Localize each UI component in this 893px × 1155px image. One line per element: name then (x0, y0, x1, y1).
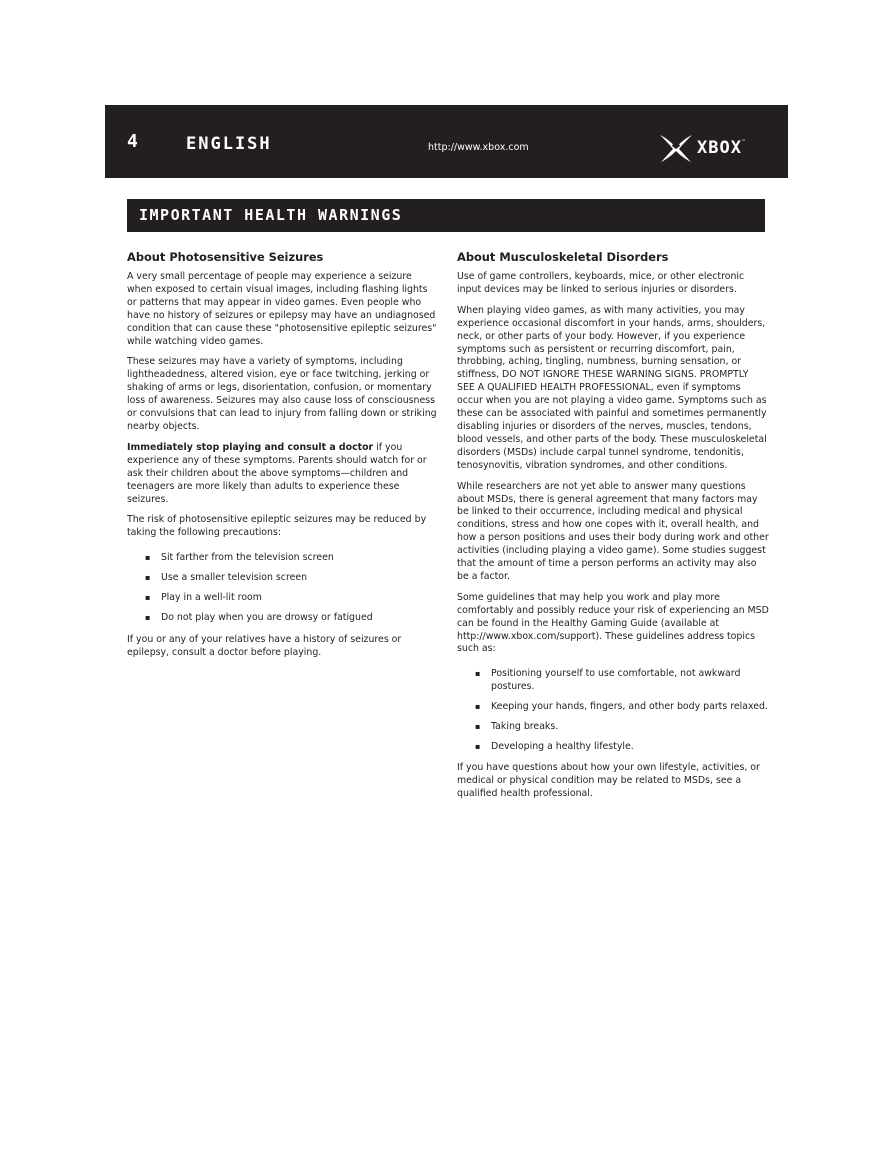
list-item: ▪ Keeping your hands, fingers, and other body parts relaxed. (457, 701, 769, 714)
paragraph: If you have questions about how your own lifestyle, activities, or medical or physical condition may be related to MSDs, see a qualified health professional. (457, 761, 760, 799)
list-item: ▪ Do not play when you are drowsy or fatigued (127, 612, 439, 625)
trademark-mark: ™ (741, 138, 746, 145)
xbox-wordmark: XBOX™ (697, 137, 746, 158)
list-item: ▪ Play in a well-lit room (127, 592, 439, 605)
bold-lead-text: Immediately stop playing and consult a doctor (127, 441, 374, 453)
paragraph (127, 442, 439, 507)
list-item: ▪ Use a smaller television screen (127, 572, 439, 585)
photosensitive-seizures-column (127, 250, 439, 668)
paragraph-text: if you experience any of these symptoms. Parents should watch for or ask their children about the above symptoms—children and teenagers are more likely than adults to experience these seizures. (127, 441, 427, 505)
guidelines-list (457, 668, 769, 754)
precautions-list (127, 552, 439, 625)
paragraph: The risk of photosensitive epileptic seizures may be reduced by taking the following precautions: (127, 514, 427, 539)
paragraph: A very small percentage of people may experience a seizure when exposed to certain visual images, including flashing lights or patterns that may appear in video games. Even people who have no history of seizures or epilepsy may have an undiagnosed condition that can cause these "photosensitive epileptic seizures" while watching video games. (127, 271, 437, 347)
paragraph: Use of game controllers, keyboards, mice, or other electronic input devices may be linked to serious injuries or disorders. (457, 271, 745, 295)
section-title: IMPORTANT HEALTH WARNINGS (139, 206, 403, 224)
page-header (105, 105, 788, 178)
xbox-x-icon (658, 133, 694, 163)
list-item: ▪ Sit farther from the television screen (127, 552, 439, 565)
paragraph: These seizures may have a variety of symptoms, including lightheadedness, altered vision, eye or face twitching, jerking or shaking of arms or legs, disorientation, confusion, or momentary loss of awareness. Seizures may also cause loss of consciousness or convulsions that can lead to injury from falling down or striking nearby objects. (127, 356, 437, 432)
list-item: ▪ Positioning yourself to use comfortable, not awkward postures. (457, 668, 769, 694)
xbox-logo (658, 131, 770, 165)
paragraph: While researchers are not yet able to answer many questions about MSDs, there is general agreement that many factors may be linked to their occurrence, including medical and physical conditions, stress and how one copes with it, overall health, and how a person positions and uses their body during work and other activities (including playing a video game). Some studies suggest that the amount of time a person performs an activity may also be a factor. (457, 480, 769, 582)
musculoskeletal-disorders-column (457, 250, 769, 809)
musculoskeletal-heading: About Musculoskeletal Disorders (457, 250, 669, 264)
list-item: ▪ Developing a healthy lifestyle. (457, 741, 769, 754)
paragraph: When playing video games, as with many activities, you may experience occasional discomfort in your hands, arms, shoulders, neck, or other parts of your body. However, if you experience symptoms such as persistent or recurring discomfort, pain, throbbing, aching, tingling, numbness, burning sensation, or stiffness, DO NOT IGNORE THESE WARNING SIGNS. PROMPTLY SEE A QUALIFIED HEALTH PROFESSIONAL, even if symptoms occur when you are not playing a video game. Symptoms such as these can be associated with painful and sometimes permanently disabling injuries or disorders of the nerves, muscles, tendons, blood vessels, and other parts of the body. These musculoskeletal disorders (MSDs) include carpal tunnel syndrome, tendonitis, tenosynovitis, vibration syndromes, and other conditions. (457, 304, 767, 471)
language-label: ENGLISH (186, 134, 272, 154)
page-number: 4 (127, 131, 139, 152)
list-item: ▪ Taking breaks. (457, 721, 769, 734)
section-title-bar (127, 199, 765, 232)
paragraph: Some guidelines that may help you work and play more comfortably and possibly reduce your risk of experiencing an MSD can be found in the Healthy Gaming Guide (available at http://www.xbox.com/support). These guidelines address topics such as: (457, 591, 769, 655)
website-url: http://www.xbox.com (428, 142, 529, 153)
photosensitive-heading: About Photosensitive Seizures (127, 250, 324, 264)
paragraph: If you or any of your relatives have a history of seizures or epilepsy, consult a doctor before playing. (127, 633, 402, 658)
